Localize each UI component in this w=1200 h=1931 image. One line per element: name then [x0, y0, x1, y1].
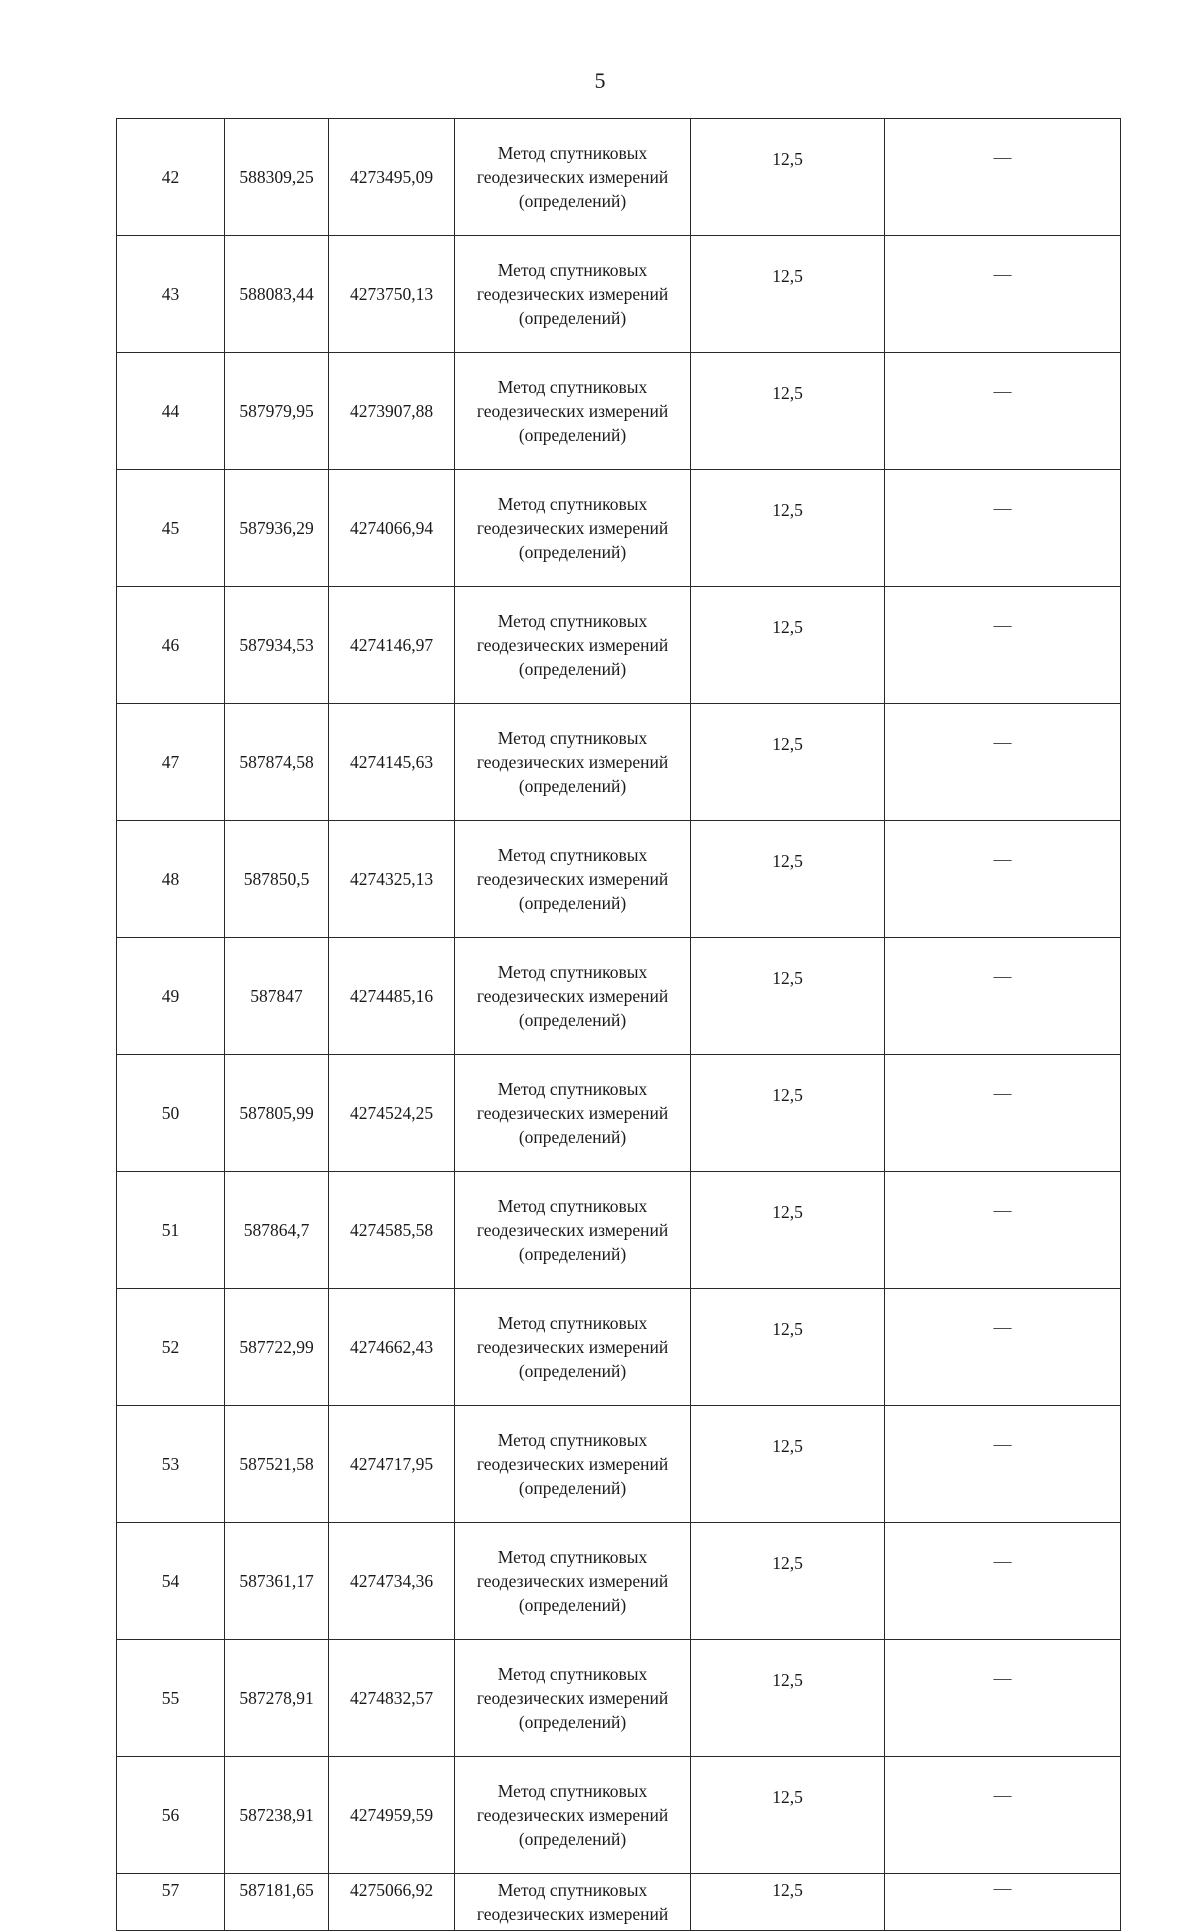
- method-cell: Метод спутниковых геодезических измерений (определений): [455, 704, 691, 821]
- method-cell: Метод спутниковых геодезических измерений (определений): [455, 821, 691, 938]
- table-row: [117, 1874, 1121, 1931]
- x-coordinate-cell: 588309,25: [225, 119, 329, 236]
- point-number-cell: 51: [117, 1172, 225, 1289]
- x-coordinate-cell: 587864,7: [225, 1172, 329, 1289]
- method-cell: Метод спутниковых геодезических измерений (определений): [455, 1055, 691, 1172]
- description-cell: —: [885, 1874, 1121, 1931]
- x-coordinate-cell: 587874,58: [225, 704, 329, 821]
- method-cell: Метод спутниковых геодезических измерений (определений): [455, 119, 691, 236]
- description-cell: —: [885, 119, 1121, 236]
- table-row: [117, 938, 1121, 1055]
- page-number: 5: [594, 68, 606, 93]
- description-cell: —: [885, 470, 1121, 587]
- method-cell: Метод спутниковых геодезических измерений (определений): [455, 587, 691, 704]
- x-coordinate-cell: 588083,44: [225, 236, 329, 353]
- accuracy-cell: 12,5: [691, 470, 885, 587]
- table-row: [117, 1172, 1121, 1289]
- accuracy-cell: 12,5: [691, 1289, 885, 1406]
- method-cell: Метод спутниковых геодезических измерений (определений): [455, 353, 691, 470]
- description-cell: —: [885, 1757, 1121, 1874]
- y-coordinate-cell: 4274832,57: [329, 1640, 455, 1757]
- table-row: [117, 1757, 1121, 1874]
- y-coordinate-cell: 4274959,59: [329, 1757, 455, 1874]
- y-coordinate-cell: 4275066,92: [329, 1874, 455, 1931]
- method-cell: Метод спутниковых геодезических измерений (определений): [455, 938, 691, 1055]
- table-row: [117, 470, 1121, 587]
- point-number-cell: 50: [117, 1055, 225, 1172]
- x-coordinate-cell: 587847: [225, 938, 329, 1055]
- x-coordinate-cell: 587181,65: [225, 1874, 329, 1931]
- point-number-cell: 53: [117, 1406, 225, 1523]
- point-number-cell: 46: [117, 587, 225, 704]
- x-coordinate-cell: 587936,29: [225, 470, 329, 587]
- method-cell: Метод спутниковых геодезических измерений (определений): [455, 1406, 691, 1523]
- accuracy-cell: 12,5: [691, 704, 885, 821]
- accuracy-cell: 12,5: [691, 938, 885, 1055]
- accuracy-cell: 12,5: [691, 119, 885, 236]
- y-coordinate-cell: 4274485,16: [329, 938, 455, 1055]
- point-number-cell: 55: [117, 1640, 225, 1757]
- y-coordinate-cell: 4274066,94: [329, 470, 455, 587]
- y-coordinate-cell: 4274325,13: [329, 821, 455, 938]
- accuracy-cell: 12,5: [691, 1406, 885, 1523]
- point-number-cell: 56: [117, 1757, 225, 1874]
- accuracy-cell: 12,5: [691, 1523, 885, 1640]
- point-number-cell: 54: [117, 1523, 225, 1640]
- y-coordinate-cell: 4273907,88: [329, 353, 455, 470]
- y-coordinate-cell: 4274585,58: [329, 1172, 455, 1289]
- point-number-cell: 42: [117, 119, 225, 236]
- table-row: [117, 704, 1121, 821]
- point-number-cell: 44: [117, 353, 225, 470]
- x-coordinate-cell: 587278,91: [225, 1640, 329, 1757]
- table-row: [117, 1406, 1121, 1523]
- description-cell: —: [885, 704, 1121, 821]
- y-coordinate-cell: 4273750,13: [329, 236, 455, 353]
- y-coordinate-cell: 4274717,95: [329, 1406, 455, 1523]
- accuracy-cell: 12,5: [691, 821, 885, 938]
- accuracy-cell: 12,5: [691, 1055, 885, 1172]
- x-coordinate-cell: 587722,99: [225, 1289, 329, 1406]
- method-cell: Метод спутниковых геодезических измерений (определений): [455, 1523, 691, 1640]
- method-cell: Метод спутниковых геодезических измерений (определений): [455, 1172, 691, 1289]
- coordinates-table: [116, 118, 1121, 1931]
- point-number-cell: 43: [117, 236, 225, 353]
- description-cell: —: [885, 938, 1121, 1055]
- accuracy-cell: 12,5: [691, 1874, 885, 1931]
- y-coordinate-cell: 4274524,25: [329, 1055, 455, 1172]
- accuracy-cell: 12,5: [691, 353, 885, 470]
- method-cell: Метод спутниковых геодезических измерений (определений): [455, 470, 691, 587]
- description-cell: —: [885, 236, 1121, 353]
- table-row: [117, 236, 1121, 353]
- y-coordinate-cell: 4273495,09: [329, 119, 455, 236]
- y-coordinate-cell: 4274145,63: [329, 704, 455, 821]
- x-coordinate-cell: 587934,53: [225, 587, 329, 704]
- table-row: [117, 1523, 1121, 1640]
- point-number-cell: 49: [117, 938, 225, 1055]
- y-coordinate-cell: 4274662,43: [329, 1289, 455, 1406]
- accuracy-cell: 12,5: [691, 1172, 885, 1289]
- table-row: [117, 821, 1121, 938]
- table-row: [117, 587, 1121, 704]
- description-cell: —: [885, 1406, 1121, 1523]
- description-cell: —: [885, 1289, 1121, 1406]
- method-cell: Метод спутниковых геодезических измерений (определений): [455, 1289, 691, 1406]
- description-cell: —: [885, 1523, 1121, 1640]
- table-row: [117, 119, 1121, 236]
- accuracy-cell: 12,5: [691, 236, 885, 353]
- coordinates-table-body: [117, 119, 1121, 1931]
- table-row: [117, 1055, 1121, 1172]
- method-cell: Метод спутниковых геодезических измерений (определений): [455, 236, 691, 353]
- description-cell: —: [885, 587, 1121, 704]
- method-cell: Метод спутниковых геодезических измерений: [455, 1874, 691, 1931]
- description-cell: —: [885, 821, 1121, 938]
- method-cell: Метод спутниковых геодезических измерений (определений): [455, 1757, 691, 1874]
- description-cell: —: [885, 353, 1121, 470]
- accuracy-cell: 12,5: [691, 587, 885, 704]
- x-coordinate-cell: 587850,5: [225, 821, 329, 938]
- point-number-cell: 45: [117, 470, 225, 587]
- method-cell: Метод спутниковых геодезических измерений (определений): [455, 1640, 691, 1757]
- x-coordinate-cell: 587238,91: [225, 1757, 329, 1874]
- accuracy-cell: 12,5: [691, 1640, 885, 1757]
- y-coordinate-cell: 4274734,36: [329, 1523, 455, 1640]
- description-cell: —: [885, 1172, 1121, 1289]
- x-coordinate-cell: 587979,95: [225, 353, 329, 470]
- point-number-cell: 47: [117, 704, 225, 821]
- table-row: [117, 353, 1121, 470]
- x-coordinate-cell: 587521,58: [225, 1406, 329, 1523]
- point-number-cell: 48: [117, 821, 225, 938]
- x-coordinate-cell: 587361,17: [225, 1523, 329, 1640]
- point-number-cell: 57: [117, 1874, 225, 1931]
- point-number-cell: 52: [117, 1289, 225, 1406]
- accuracy-cell: 12,5: [691, 1757, 885, 1874]
- table-row: [117, 1289, 1121, 1406]
- description-cell: —: [885, 1640, 1121, 1757]
- description-cell: —: [885, 1055, 1121, 1172]
- y-coordinate-cell: 4274146,97: [329, 587, 455, 704]
- x-coordinate-cell: 587805,99: [225, 1055, 329, 1172]
- table-row: [117, 1640, 1121, 1757]
